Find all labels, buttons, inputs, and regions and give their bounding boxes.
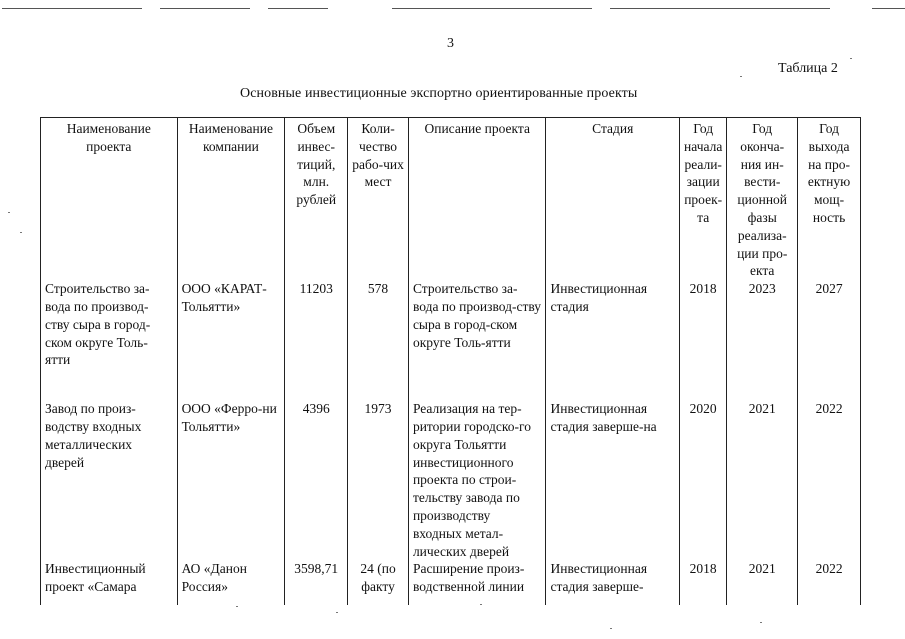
cell-jobs: 1973 (348, 400, 409, 560)
table-number: Таблица 2 (778, 61, 838, 76)
projects-table (40, 117, 861, 605)
scan-speck (20, 232, 22, 233)
scan-speck (760, 622, 762, 623)
cell-start-year: 2018 (680, 280, 727, 400)
column-header-jobs: Коли-чество рабо-чих мест (348, 118, 409, 281)
table-header-row (41, 118, 861, 281)
cell-investment: 11203 (285, 280, 348, 400)
column-header-capacity-year: Год выхода на про-ектную мощ-ность (798, 118, 861, 281)
cell-description: Расширение произ-водственной линии (408, 560, 546, 605)
cell-stage: Инвестиционная стадия заверше-на (546, 400, 680, 560)
scan-speck (236, 606, 238, 607)
cell-project: Инвестиционный проект «Самара (41, 560, 178, 605)
cell-capacity-year: 2022 (798, 400, 861, 560)
column-header-start-year: Год начала реали-зации проек-та (680, 118, 727, 281)
cell-end-year: 2021 (727, 400, 798, 560)
scan-artifact-line (392, 8, 592, 9)
scan-speck (850, 58, 852, 59)
scan-artifact-line (610, 8, 830, 9)
scan-artifact-line (160, 8, 250, 9)
scan-speck (336, 612, 338, 613)
cell-capacity-year: 2022 (798, 560, 861, 605)
scan-artifact-line (268, 8, 328, 9)
cell-project: Завод по произ-водству входных металлических дверей (41, 400, 178, 560)
cell-jobs: 578 (348, 280, 409, 400)
scan-speck (610, 628, 612, 629)
scan-artifact-line (872, 8, 905, 9)
scan-speck (480, 604, 482, 605)
table-row (41, 280, 861, 400)
table-row (41, 400, 861, 560)
table-row (41, 560, 861, 605)
cell-capacity-year: 2027 (798, 280, 861, 400)
cell-jobs: 24 (по факту (348, 560, 409, 605)
column-header-investment: Объем инвес-тиций, млн. рублей (285, 118, 348, 281)
column-header-description: Описание проекта (408, 118, 546, 281)
cell-description: Строительство за-вода по производ-ству сыра в город-ском округе Толь-ятти (408, 280, 546, 400)
column-header-project: Наименование проекта (41, 118, 178, 281)
column-header-company: Наименование компании (177, 118, 285, 281)
scan-artifact-line (2, 8, 142, 9)
column-header-end-year: Год оконча-ния ин-вести-ционной фазы реализа-ции про-екта (727, 118, 798, 281)
cell-company: ООО «Ферро-ни Тольятти» (177, 400, 285, 560)
table-title: Основные инвестиционные экспортно ориентированные проекты (240, 86, 638, 101)
scan-speck (8, 212, 10, 213)
cell-description: Реализация на тер-ритории городско-го округа Тольятти инвестиционного проекта по строи-тельству завода по производству входных метал-лических дверей (408, 400, 546, 560)
cell-investment: 4396 (285, 400, 348, 560)
cell-company: АО «Данон Россия» (177, 560, 285, 605)
page-number: 3 (447, 36, 454, 51)
column-header-stage: Стадия (546, 118, 680, 281)
cell-company: ООО «КАРАТ-Тольятти» (177, 280, 285, 400)
cell-start-year: 2018 (680, 560, 727, 605)
cell-end-year: 2023 (727, 280, 798, 400)
scan-speck (740, 76, 742, 77)
cell-investment: 3598,71 (285, 560, 348, 605)
cell-stage: Инвестиционная стадия (546, 280, 680, 400)
cell-end-year: 2021 (727, 560, 798, 605)
cell-start-year: 2020 (680, 400, 727, 560)
cell-project: Строительство за-вода по производ-ству сыра в город-ском округе Толь-ятти (41, 280, 178, 400)
cell-stage: Инвестиционная стадия заверше- (546, 560, 680, 605)
